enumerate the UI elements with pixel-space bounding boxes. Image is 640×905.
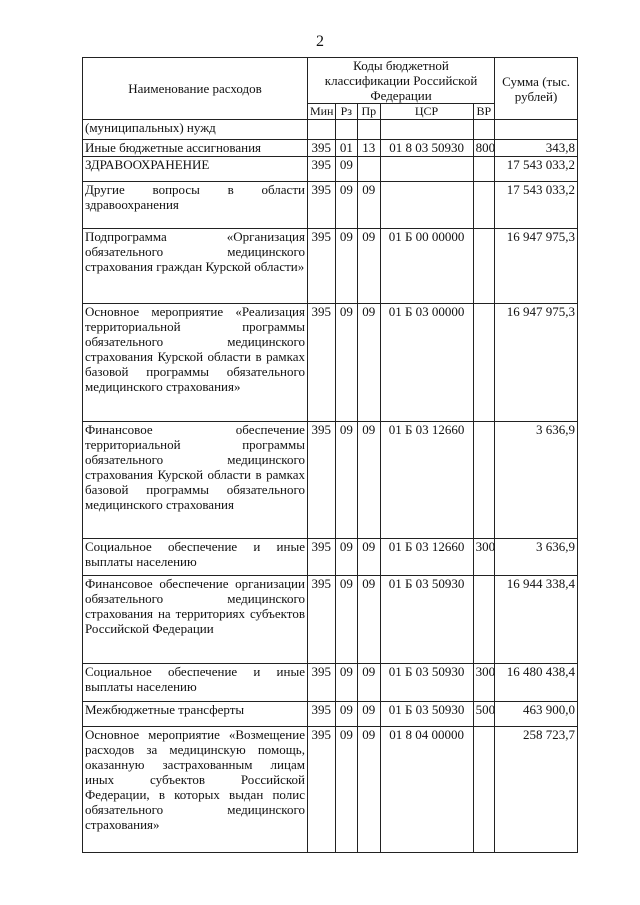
- row-pr: 13: [358, 140, 380, 157]
- table-row: [83, 182, 578, 229]
- row-csr: 01 Б 03 12660: [380, 539, 473, 576]
- header-min: Мин: [307, 104, 335, 120]
- page-number: 2: [316, 33, 324, 50]
- row-csr: [380, 157, 473, 182]
- row-vr: [473, 157, 495, 182]
- row-sum: 17 543 033,2: [495, 157, 578, 182]
- row-csr: 01 Б 03 12660: [380, 422, 473, 539]
- table-row: [83, 539, 578, 576]
- row-name: Социальное обеспечение и иные выплаты населению: [83, 664, 308, 702]
- row-min: 395: [307, 182, 335, 229]
- row-rz: 09: [335, 539, 357, 576]
- row-sum: [495, 120, 578, 140]
- row-name: Финансовое обеспечение организации обязательного медицинского страхования на территориях субъектов Российской Федерации: [83, 576, 308, 664]
- table-row: [83, 422, 578, 539]
- row-rz: 09: [335, 182, 357, 229]
- row-sum: 16 480 438,4: [495, 664, 578, 702]
- row-pr: 09: [358, 664, 380, 702]
- row-pr: 09: [358, 727, 380, 853]
- row-rz: 01: [335, 140, 357, 157]
- row-rz: 09: [335, 229, 357, 304]
- table-row: [83, 157, 578, 182]
- header-csr: ЦСР: [380, 104, 473, 120]
- row-name: Основное мероприятие «Реализация территориальной программы обязательного медицинского страхования Курской области в рамках базовой программы обязательного медицинского страхования»: [83, 304, 308, 422]
- row-pr: 09: [358, 304, 380, 422]
- row-csr: 01 Б 03 50930: [380, 576, 473, 664]
- row-vr: [473, 182, 495, 229]
- row-rz: 09: [335, 664, 357, 702]
- row-min: 395: [307, 539, 335, 576]
- row-vr: [473, 727, 495, 853]
- header-codes-group: Коды бюджетной классификации Российской Федерации: [307, 58, 494, 104]
- row-rz: 09: [335, 422, 357, 539]
- row-vr: [473, 576, 495, 664]
- row-min: 395: [307, 702, 335, 727]
- row-vr: [473, 120, 495, 140]
- row-csr: [380, 182, 473, 229]
- row-rz: 09: [335, 304, 357, 422]
- row-vr: 500: [473, 702, 495, 727]
- row-sum: 258 723,7: [495, 727, 578, 853]
- budget-table: [82, 57, 578, 853]
- row-rz: 09: [335, 727, 357, 853]
- row-name: Иные бюджетные ассигнования: [83, 140, 308, 157]
- row-min: 395: [307, 229, 335, 304]
- row-pr: 09: [358, 576, 380, 664]
- table-row: [83, 304, 578, 422]
- row-min: 395: [307, 727, 335, 853]
- row-pr: [358, 157, 380, 182]
- row-csr: 01 8 03 50930: [380, 140, 473, 157]
- row-name: Подпрограмма «Организация обязательного медицинского страхования граждан Курской области»: [83, 229, 308, 304]
- row-sum: 343,8: [495, 140, 578, 157]
- row-min: 395: [307, 422, 335, 539]
- row-min: 395: [307, 157, 335, 182]
- row-name: (муниципальных) нужд: [83, 120, 308, 140]
- row-csr: 01 Б 00 00000: [380, 229, 473, 304]
- row-rz: 09: [335, 157, 357, 182]
- header-name: Наименование расходов: [83, 58, 308, 120]
- row-name: Финансовое обеспечение территориальной программы обязательного медицинского страхования Курской области в рамках базовой программы обязательного медицинского страхования: [83, 422, 308, 539]
- row-vr: 300: [473, 664, 495, 702]
- row-min: [307, 120, 335, 140]
- table-row: [83, 664, 578, 702]
- row-sum: 17 543 033,2: [495, 182, 578, 229]
- table-row: [83, 140, 578, 157]
- row-pr: 09: [358, 539, 380, 576]
- row-pr: [358, 120, 380, 140]
- row-rz: [335, 120, 357, 140]
- row-min: 395: [307, 304, 335, 422]
- row-sum: 463 900,0: [495, 702, 578, 727]
- row-vr: 800: [473, 140, 495, 157]
- header-vr: ВР: [473, 104, 495, 120]
- row-rz: 09: [335, 702, 357, 727]
- row-csr: [380, 120, 473, 140]
- row-name: Основное мероприятие «Возмещение расходов за медицинскую помощь, оказанную застрахованным лицам иных субъектов Российской Федерации, в которых выдан полис обязательного медицинского страхования»: [83, 727, 308, 853]
- row-vr: 300: [473, 539, 495, 576]
- row-vr: [473, 422, 495, 539]
- row-pr: 09: [358, 702, 380, 727]
- row-sum: 3 636,9: [495, 539, 578, 576]
- row-name: Межбюджетные трансферты: [83, 702, 308, 727]
- row-sum: 16 944 338,4: [495, 576, 578, 664]
- row-min: 395: [307, 140, 335, 157]
- table-row: [83, 727, 578, 853]
- table-row: [83, 576, 578, 664]
- row-pr: 09: [358, 229, 380, 304]
- row-csr: 01 8 04 00000: [380, 727, 473, 853]
- table-row: [83, 702, 578, 727]
- row-csr: 01 Б 03 50930: [380, 702, 473, 727]
- row-vr: [473, 304, 495, 422]
- row-pr: 09: [358, 182, 380, 229]
- table-row: [83, 120, 578, 140]
- row-min: 395: [307, 664, 335, 702]
- row-min: 395: [307, 576, 335, 664]
- header-pr: Пр: [358, 104, 380, 120]
- row-name: ЗДРАВООХРАНЕНИЕ: [83, 157, 308, 182]
- row-sum: 16 947 975,3: [495, 304, 578, 422]
- table-row: [83, 229, 578, 304]
- row-name: Другие вопросы в области здравоохранения: [83, 182, 308, 229]
- header-sum: Сумма (тыс. рублей): [495, 58, 578, 120]
- row-rz: 09: [335, 576, 357, 664]
- header-rz: Рз: [335, 104, 357, 120]
- row-sum: 3 636,9: [495, 422, 578, 539]
- row-pr: 09: [358, 422, 380, 539]
- row-vr: [473, 229, 495, 304]
- row-csr: 01 Б 03 00000: [380, 304, 473, 422]
- row-csr: 01 Б 03 50930: [380, 664, 473, 702]
- row-sum: 16 947 975,3: [495, 229, 578, 304]
- row-name: Социальное обеспечение и иные выплаты населению: [83, 539, 308, 576]
